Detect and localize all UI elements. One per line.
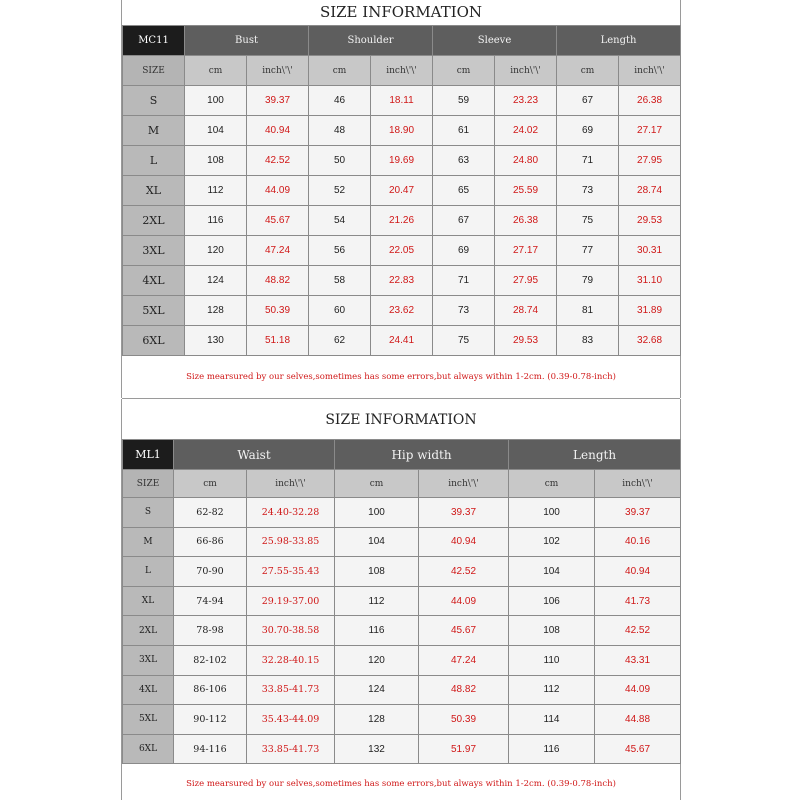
cm-cell: 74-94 <box>174 586 247 616</box>
table1-body <box>123 86 681 356</box>
table2-code: ML1 <box>123 440 174 470</box>
inch-cell: 45.67 <box>595 734 681 764</box>
cm-cell: 46 <box>309 86 371 116</box>
inch-cell: 35.43-44.09 <box>247 705 335 735</box>
cm-cell: 132 <box>335 734 419 764</box>
inch-cell: 19.69 <box>371 146 433 176</box>
inch-cell: 29.53 <box>619 206 681 236</box>
inch-cell: 42.52 <box>419 557 509 587</box>
table2-col-length: Length <box>509 440 681 470</box>
inch-cell: 24.80 <box>495 146 557 176</box>
size-cell: L <box>123 146 185 176</box>
cm-cell: 94-116 <box>174 734 247 764</box>
inch-cell: 40.16 <box>595 527 681 557</box>
inch-cell: 23.23 <box>495 86 557 116</box>
inch-cell: 45.67 <box>247 206 309 236</box>
table-row <box>123 557 681 587</box>
table-row <box>123 734 681 764</box>
table-row <box>123 116 681 146</box>
cm-cell: 82-102 <box>174 645 247 675</box>
inch-cell: 42.52 <box>247 146 309 176</box>
cm-cell: 104 <box>335 527 419 557</box>
cm-cell: 100 <box>335 498 419 528</box>
size-cell: 6XL <box>123 734 174 764</box>
table-row <box>123 675 681 705</box>
inch-cell: 27.17 <box>495 236 557 266</box>
table1-unit-inch: inch\'\' <box>495 56 557 86</box>
inch-cell: 25.59 <box>495 176 557 206</box>
table2-size-label: SIZE <box>123 470 174 498</box>
inch-cell: 43.31 <box>595 645 681 675</box>
cm-cell: 69 <box>557 116 619 146</box>
inch-cell: 47.24 <box>419 645 509 675</box>
cm-cell: 83 <box>557 326 619 356</box>
inch-cell: 21.26 <box>371 206 433 236</box>
cm-cell: 56 <box>309 236 371 266</box>
table-row <box>123 586 681 616</box>
inch-cell: 30.70-38.58 <box>247 616 335 646</box>
table-row <box>123 206 681 236</box>
size-cell: 4XL <box>123 266 185 296</box>
cm-cell: 71 <box>433 266 495 296</box>
cm-cell: 108 <box>185 146 247 176</box>
cm-cell: 112 <box>509 675 595 705</box>
cm-cell: 77 <box>557 236 619 266</box>
table1-col-bust: Bust <box>185 26 309 56</box>
table1-code: MC11 <box>123 26 185 56</box>
table1-title: SIZE INFORMATION <box>319 3 483 21</box>
table1-unit-inch: inch\'\' <box>371 56 433 86</box>
size-cell: M <box>123 527 174 557</box>
cm-cell: 120 <box>185 236 247 266</box>
inch-cell: 39.37 <box>595 498 681 528</box>
cm-cell: 130 <box>185 326 247 356</box>
cm-cell: 48 <box>309 116 371 146</box>
size-cell: XL <box>123 176 185 206</box>
cm-cell: 124 <box>335 675 419 705</box>
cm-cell: 86-106 <box>174 675 247 705</box>
inch-cell: 42.52 <box>595 616 681 646</box>
cm-cell: 81 <box>557 296 619 326</box>
cm-cell: 106 <box>509 586 595 616</box>
table1-col-shoulder: Shoulder <box>309 26 433 56</box>
size-chart-top <box>121 0 681 398</box>
cm-cell: 65 <box>433 176 495 206</box>
cm-cell: 58 <box>309 266 371 296</box>
cm-cell: 112 <box>335 586 419 616</box>
cm-cell: 63 <box>433 146 495 176</box>
inch-cell: 29.53 <box>495 326 557 356</box>
inch-cell: 22.83 <box>371 266 433 296</box>
inch-cell: 26.38 <box>619 86 681 116</box>
cm-cell: 54 <box>309 206 371 236</box>
inch-cell: 27.95 <box>619 146 681 176</box>
cm-cell: 67 <box>433 206 495 236</box>
table1-col-sleeve: Sleeve <box>433 26 557 56</box>
cm-cell: 70-90 <box>174 557 247 587</box>
inch-cell: 33.85-41.73 <box>247 734 335 764</box>
table2-unit-cm: cm <box>509 470 595 498</box>
inch-cell: 27.55-35.43 <box>247 557 335 587</box>
size-cell: 5XL <box>123 296 185 326</box>
cm-cell: 52 <box>309 176 371 206</box>
cm-cell: 116 <box>335 616 419 646</box>
table1-grid <box>122 25 681 356</box>
table-row <box>123 266 681 296</box>
cm-cell: 128 <box>185 296 247 326</box>
inch-cell: 31.89 <box>619 296 681 326</box>
table1-col-length: Length <box>557 26 681 56</box>
cm-cell: 90-112 <box>174 705 247 735</box>
table-row <box>123 146 681 176</box>
table-row <box>123 236 681 266</box>
table1-unit-cm: cm <box>185 56 247 86</box>
inch-cell: 40.94 <box>419 527 509 557</box>
inch-cell: 32.28-40.15 <box>247 645 335 675</box>
table2-body <box>123 498 681 764</box>
size-cell: XL <box>123 586 174 616</box>
table2-col-waist: Waist <box>174 440 335 470</box>
size-cell: 3XL <box>123 236 185 266</box>
inch-cell: 30.31 <box>619 236 681 266</box>
inch-cell: 39.37 <box>419 498 509 528</box>
cm-cell: 124 <box>185 266 247 296</box>
inch-cell: 18.11 <box>371 86 433 116</box>
cm-cell: 104 <box>509 557 595 587</box>
table2-unit-cm: cm <box>174 470 247 498</box>
table-row <box>123 705 681 735</box>
cm-cell: 75 <box>433 326 495 356</box>
size-cell: 5XL <box>123 705 174 735</box>
table2-unit-inch: inch\'\' <box>595 470 681 498</box>
cm-cell: 61 <box>433 116 495 146</box>
inch-cell: 44.09 <box>247 176 309 206</box>
size-cell: 6XL <box>123 326 185 356</box>
size-cell: M <box>123 116 185 146</box>
table-row <box>123 616 681 646</box>
inch-cell: 50.39 <box>247 296 309 326</box>
table1-note: Size mearsured by our selves,sometimes has some errors,but always within 1-2cm. (0.39-0.78-inch) <box>186 372 616 382</box>
inch-cell: 20.47 <box>371 176 433 206</box>
cm-cell: 100 <box>185 86 247 116</box>
inch-cell: 41.73 <box>595 586 681 616</box>
table-row <box>123 86 681 116</box>
size-cell: 3XL <box>123 645 174 675</box>
cm-cell: 59 <box>433 86 495 116</box>
inch-cell: 44.09 <box>595 675 681 705</box>
inch-cell: 23.62 <box>371 296 433 326</box>
table1-unit-cm: cm <box>433 56 495 86</box>
size-cell: 2XL <box>123 206 185 236</box>
inch-cell: 32.68 <box>619 326 681 356</box>
cm-cell: 114 <box>509 705 595 735</box>
cm-cell: 73 <box>433 296 495 326</box>
table2-grid <box>122 439 681 764</box>
inch-cell: 47.24 <box>247 236 309 266</box>
cm-cell: 73 <box>557 176 619 206</box>
size-cell: 4XL <box>123 675 174 705</box>
inch-cell: 26.38 <box>495 206 557 236</box>
inch-cell: 40.94 <box>247 116 309 146</box>
table2-unit-inch: inch\'\' <box>419 470 509 498</box>
table-row <box>123 498 681 528</box>
cm-cell: 79 <box>557 266 619 296</box>
cm-cell: 102 <box>509 527 595 557</box>
inch-cell: 39.37 <box>247 86 309 116</box>
inch-cell: 24.02 <box>495 116 557 146</box>
table1-unit-inch: inch\'\' <box>247 56 309 86</box>
cm-cell: 116 <box>509 734 595 764</box>
inch-cell: 29.19-37.00 <box>247 586 335 616</box>
inch-cell: 45.67 <box>419 616 509 646</box>
inch-cell: 44.88 <box>595 705 681 735</box>
table2-note: Size mearsured by our selves,sometimes has some errors,but always within 1-2cm. (0.39-0.78-inch) <box>186 779 616 789</box>
inch-cell: 25.98-33.85 <box>247 527 335 557</box>
table2-unit-inch: inch\'\' <box>247 470 335 498</box>
inch-cell: 31.10 <box>619 266 681 296</box>
cm-cell: 50 <box>309 146 371 176</box>
cm-cell: 128 <box>335 705 419 735</box>
table1-unit-inch: inch\'\' <box>619 56 681 86</box>
table1-unit-cm: cm <box>309 56 371 86</box>
cm-cell: 116 <box>185 206 247 236</box>
cm-cell: 108 <box>335 557 419 587</box>
size-cell: 2XL <box>123 616 174 646</box>
inch-cell: 24.41 <box>371 326 433 356</box>
cm-cell: 60 <box>309 296 371 326</box>
table-row <box>123 296 681 326</box>
inch-cell: 50.39 <box>419 705 509 735</box>
cm-cell: 120 <box>335 645 419 675</box>
size-cell: S <box>123 86 185 116</box>
cm-cell: 62 <box>309 326 371 356</box>
table1-unit-cm: cm <box>557 56 619 86</box>
inch-cell: 18.90 <box>371 116 433 146</box>
table-row <box>123 176 681 206</box>
inch-cell: 28.74 <box>495 296 557 326</box>
inch-cell: 51.18 <box>247 326 309 356</box>
size-cell: L <box>123 557 174 587</box>
cm-cell: 110 <box>509 645 595 675</box>
size-cell: S <box>123 498 174 528</box>
table-row <box>123 326 681 356</box>
cm-cell: 66-86 <box>174 527 247 557</box>
cm-cell: 78-98 <box>174 616 247 646</box>
inch-cell: 33.85-41.73 <box>247 675 335 705</box>
inch-cell: 51.97 <box>419 734 509 764</box>
cm-cell: 108 <box>509 616 595 646</box>
cm-cell: 71 <box>557 146 619 176</box>
inch-cell: 22.05 <box>371 236 433 266</box>
cm-cell: 100 <box>509 498 595 528</box>
inch-cell: 28.74 <box>619 176 681 206</box>
cm-cell: 67 <box>557 86 619 116</box>
inch-cell: 24.40-32.28 <box>247 498 335 528</box>
table-row <box>123 527 681 557</box>
table2-col-hip-width: Hip width <box>335 440 509 470</box>
table2-title: SIZE INFORMATION <box>325 412 477 428</box>
inch-cell: 27.17 <box>619 116 681 146</box>
table2-unit-cm: cm <box>335 470 419 498</box>
cm-cell: 69 <box>433 236 495 266</box>
size-chart-bottom <box>121 399 681 800</box>
cm-cell: 112 <box>185 176 247 206</box>
inch-cell: 40.94 <box>595 557 681 587</box>
table1-size-label: SIZE <box>123 56 185 86</box>
cm-cell: 104 <box>185 116 247 146</box>
cm-cell: 62-82 <box>174 498 247 528</box>
inch-cell: 44.09 <box>419 586 509 616</box>
inch-cell: 27.95 <box>495 266 557 296</box>
inch-cell: 48.82 <box>419 675 509 705</box>
inch-cell: 48.82 <box>247 266 309 296</box>
cm-cell: 75 <box>557 206 619 236</box>
table-row <box>123 645 681 675</box>
